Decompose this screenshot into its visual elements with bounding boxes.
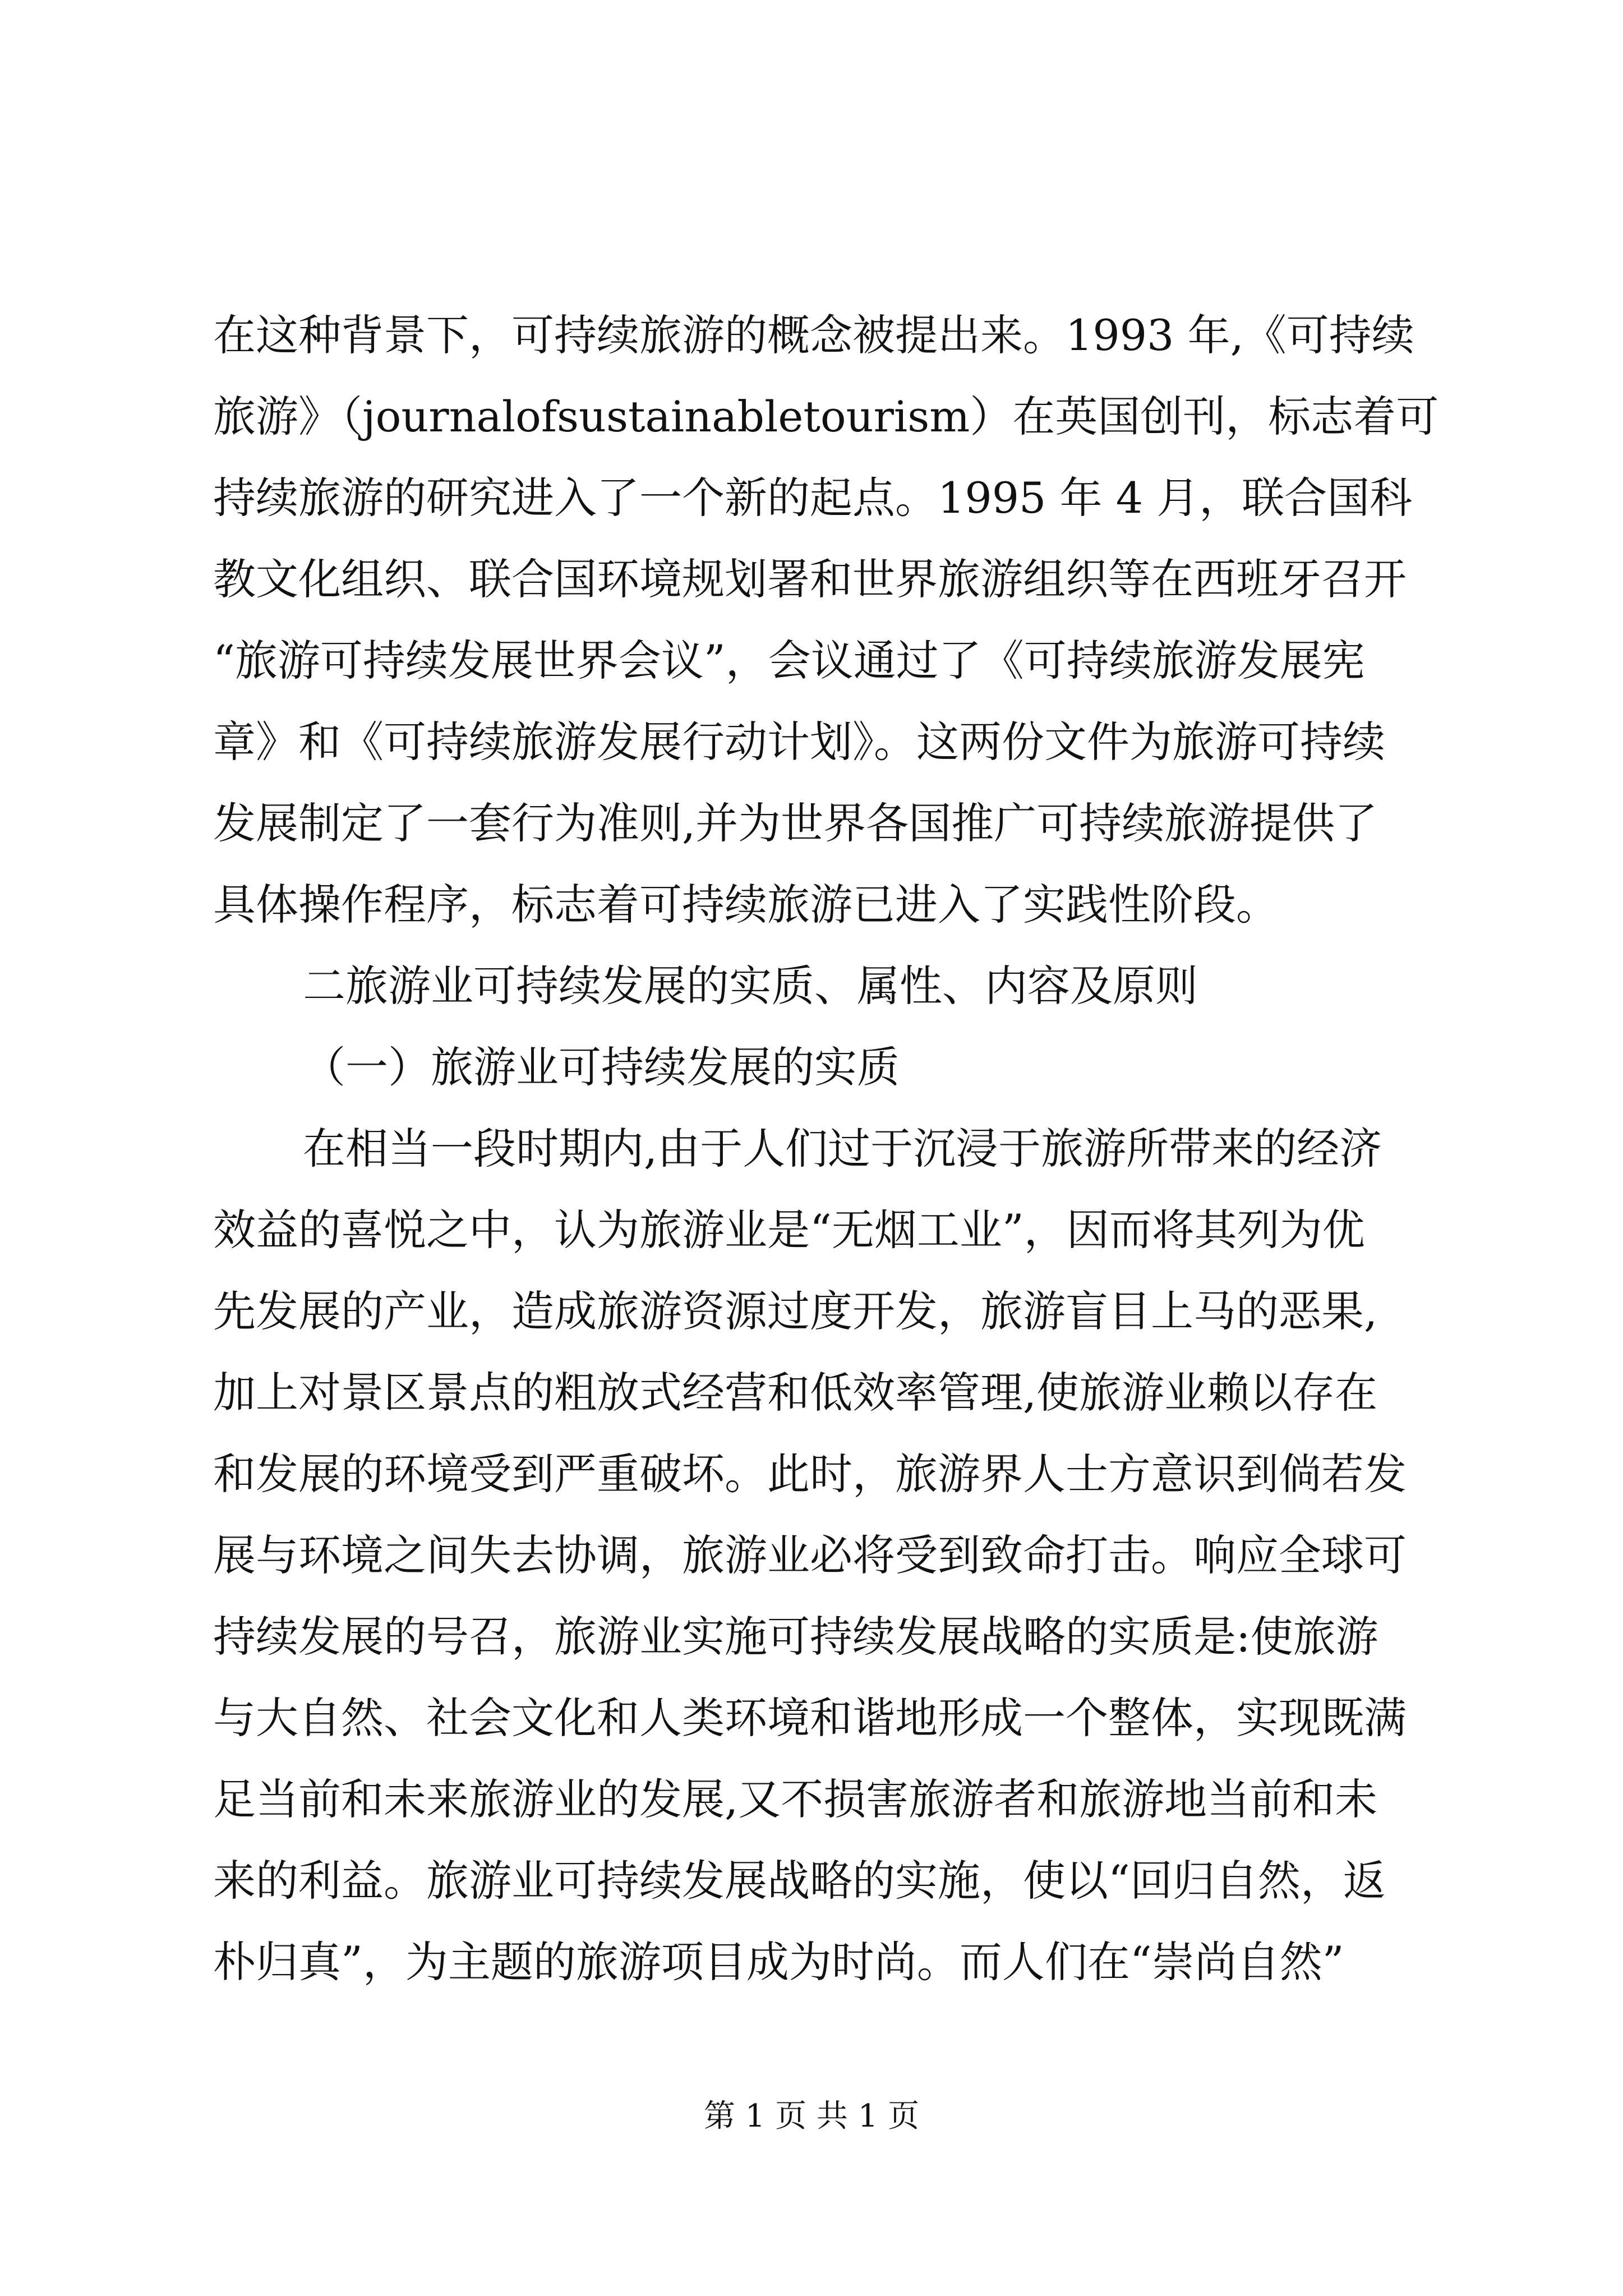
body-text-line: 展与环境之间失去协调，旅游业必将受到致命打击。响应全球可 xyxy=(213,1530,1407,1580)
body-text-line: 在相当一段时期内,由于人们过于沉浸于旅游所带来的经济 xyxy=(303,1124,1382,1174)
body-text-line: 发展制定了一套行为准则,并为世界各国推广可持续旅游提供了 xyxy=(213,798,1378,848)
body-text-line: 具体操作程序，标志着可持续旅游已进入了实践性阶段。 xyxy=(213,880,1279,930)
body-text-line: 来的利益。旅游业可持续发展战略的实施，使以“回归自然，返 xyxy=(213,1856,1386,1906)
page-footer: 第 1 页 共 1 页 xyxy=(703,2098,920,2134)
body-text-line: 持续发展的号召，旅游业实施可持续发展战略的实质是:使旅游 xyxy=(213,1612,1378,1662)
body-text-line: 旅游》（journalofsustainabletourism）在英国创刊，标志着可 xyxy=(213,392,1439,441)
body-text-line: 和发展的环境受到严重破坏。此时，旅游界人士方意识到倘若发 xyxy=(213,1449,1407,1499)
body-text-line: 与大自然、社会文化和人类环境和谐地形成一个整体，实现既满 xyxy=(213,1693,1407,1743)
body-text-line: 朴归真”，为主题的旅游项目成为时尚。而人们在“崇尚自然” xyxy=(213,1937,1344,1987)
body-text-line: 章》和《可持续旅游发展行动计划》。这两份文件为旅游可持续 xyxy=(213,717,1385,767)
body-text-line: 足当前和未来旅游业的发展,又不损害旅游者和旅游地当前和未 xyxy=(213,1774,1378,1824)
body-text-line: 教文化组织、联合国环境规划署和世界旅游组织等在西班牙召开 xyxy=(213,554,1407,604)
body-text-line: “旅游可持续发展世界会议”，会议通过了《可持续旅游发展宪 xyxy=(213,636,1365,685)
body-text-line: 先发展的产业，造成旅游资源过度开发，旅游盲目上马的恶果, xyxy=(213,1286,1378,1336)
section-heading: 二旅游业可持续发展的实质、属性、内容及原则 xyxy=(303,961,1198,1011)
body-text-line: 效益的喜悦之中，认为旅游业是“无烟工业”，因而将其列为优 xyxy=(213,1205,1365,1255)
subsection-heading: （一）旅游业可持续发展的实质 xyxy=(303,1042,900,1092)
body-text-line: 持续旅游的研究进入了一个新的起点。1995 年 4 月，联合国科 xyxy=(213,473,1413,523)
body-text-line: 加上对景区景点的粗放式经营和低效率管理,使旅游业赖以存在 xyxy=(213,1368,1378,1418)
body-text-line: 在这种背景下，可持续旅游的概念被提出来。1993 年,《可持续 xyxy=(213,310,1414,360)
